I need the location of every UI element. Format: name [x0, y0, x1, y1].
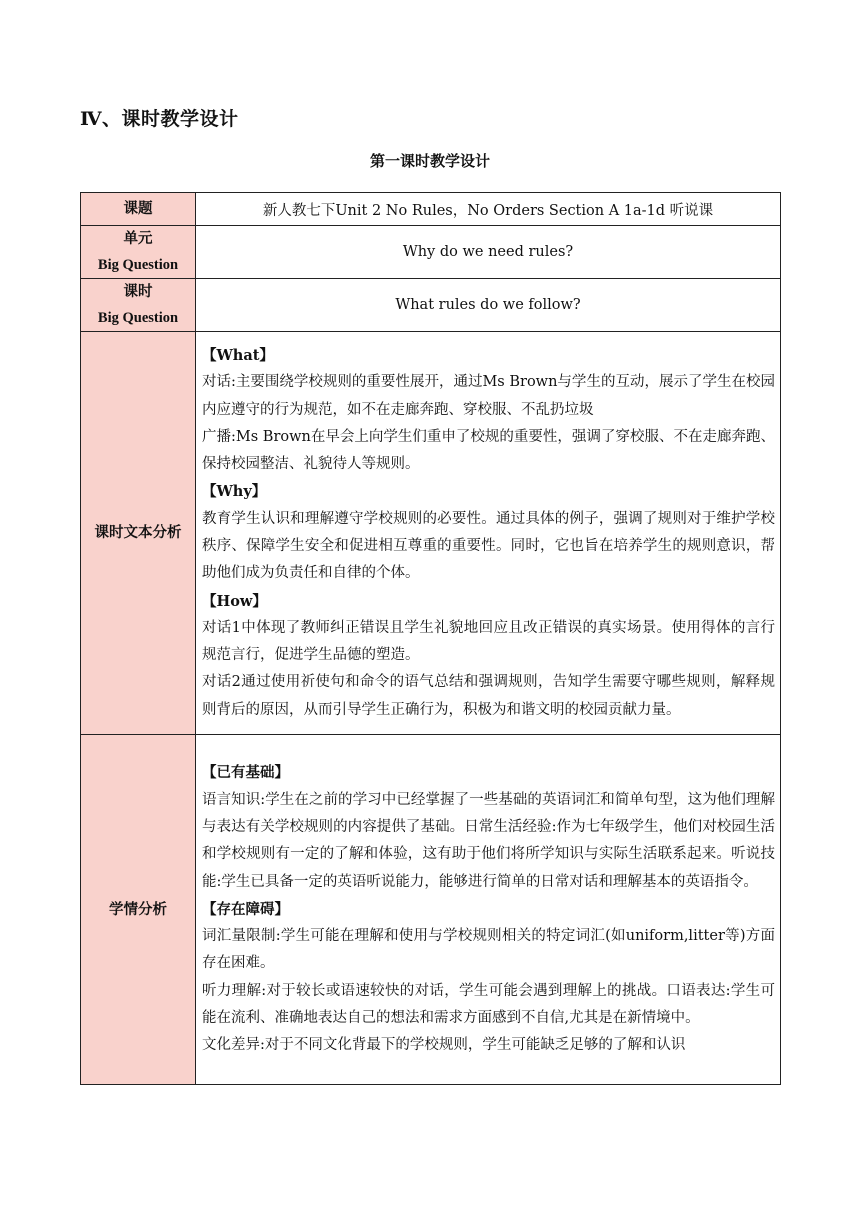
unit-big-question-value: Why do we need rules?	[196, 226, 781, 279]
unit-label-en: Big Question	[97, 257, 179, 273]
table-row-lesson-big-question	[81, 279, 781, 332]
lesson-label-cn: 课时	[123, 283, 153, 300]
lesson-big-question-label	[81, 279, 196, 332]
what-heading: 【What】	[202, 346, 274, 364]
how-paragraph-dialogue-2: 对话2通过使用祈使句和命令的语气总结和强调规则，告知学生需要守哪些规则，解释规则背后的原因，从而引导学生正确行为，积极为和谐文明的校园贡献力量。	[202, 674, 775, 718]
existing-foundation-paragraph: 语言知识:学生在之前的学习中已经掌握了一些基础的英语词汇和简单句型，这为他们理解与表达有关学校规则的内容提供了基础。日常生活经验:作为七年级学生，他们对校园生活和学校规则有一定的了解和体验，这有助于他们将所学知识与实际生活联系起来。听说技能:学生已具备一定的英语听说能力，能够进行简单的日常对话和理解基本的英语指令。	[202, 791, 775, 890]
lesson-design-table	[80, 192, 781, 1085]
obstacle-vocabulary: 词汇量限制:学生可能在理解和使用与学校规则相关的特定词汇(如uniform,litter等)方面存在困难。	[202, 928, 775, 972]
table-row-learner-analysis	[81, 735, 781, 1085]
lesson-label-en: Big Question	[97, 310, 179, 326]
unit-label-cn: 单元	[123, 230, 153, 247]
document-title: 第一课时教学设计	[369, 152, 490, 170]
section-heading: Ⅳ、课时教学设计	[80, 108, 239, 130]
obstacles-heading: 【存在障碍】	[202, 900, 289, 918]
how-paragraph-dialogue-1: 对话1中体现了教师纠正错误且学生礼貌地回应且改正错误的真实场景。使用得体的言行规范言行，促进学生品德的塑造。	[202, 619, 775, 664]
what-paragraph-broadcast: 广播:Ms Brown在早会上向学生们重申了校规的重要性，强调了穿校服、不在走廊奔跑、保持校园整洁、礼貌待人等规则。	[202, 428, 775, 473]
why-paragraph: 教育学生认识和理解遵守学校规则的必要性。通过具体的例子，强调了规则对于维护学校秩序、保障学生安全和促进相互尊重的重要性。同时，它也旨在培养学生的规则意识，帮助他们成为负责任和自律的个体。	[202, 510, 775, 582]
table-row-topic	[81, 193, 781, 226]
table-row-unit-big-question	[81, 226, 781, 279]
what-paragraph-dialogue: 对话:主要围绕学校规则的重要性展开，通过Ms Brown与学生的互动，展示了学生在校园内应遵守的行为规范，如不在走廊奔跑、穿校服、不乱扔垃圾	[202, 374, 775, 418]
learner-analysis-content	[196, 735, 781, 1085]
unit-big-question-label	[81, 226, 196, 279]
text-analysis-content	[196, 332, 781, 735]
learner-analysis-label: 学情分析	[81, 735, 196, 1085]
existing-foundation-heading: 【已有基础】	[202, 764, 289, 782]
why-heading: 【Why】	[202, 483, 267, 501]
text-analysis-label: 课时文本分析	[81, 332, 196, 735]
topic-value: 新人教七下Unit 2 No Rules，No Orders Section A 1a-1d 听说课	[196, 193, 781, 226]
table-row-text-analysis	[81, 332, 781, 735]
obstacle-cultural: 文化差异:对于不同文化背最下的学校规则，学生可能缺乏足够的了解和认识	[202, 1037, 686, 1054]
topic-label: 课题	[81, 193, 196, 226]
obstacle-listening-speaking: 听力理解:对于较长或语速较快的对话，学生可能会遇到理解上的挑战。口语表达:学生可能在流利、准确地表达自己的想法和需求方面感到不自信,尤其是在新情境中。	[202, 982, 775, 1027]
lesson-big-question-value: What rules do we follow?	[196, 279, 781, 332]
how-heading: 【How】	[202, 592, 267, 610]
